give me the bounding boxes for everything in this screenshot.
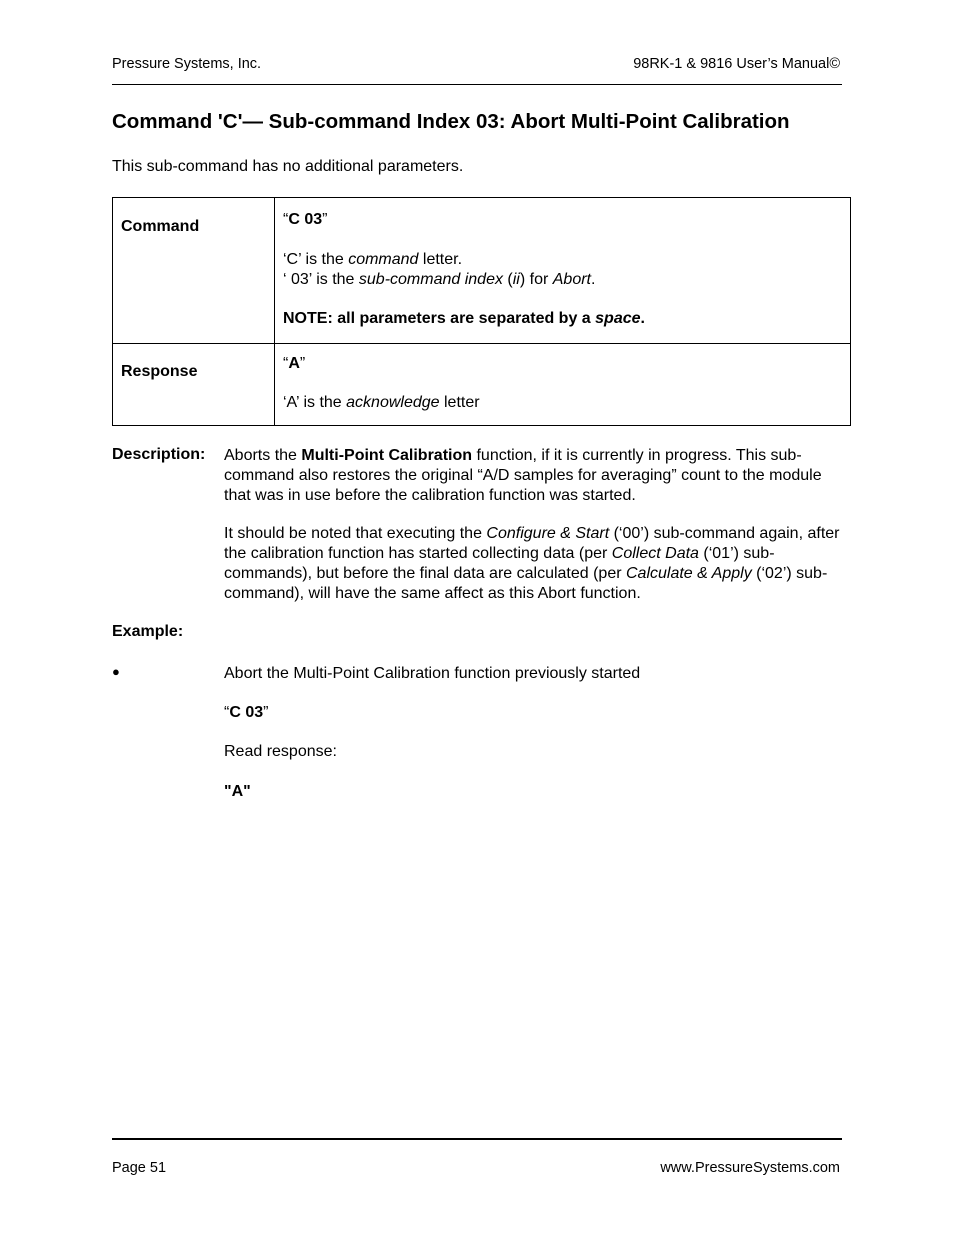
text: letter. (418, 251, 463, 268)
header-rule (112, 84, 842, 85)
text-italic: Calculate & Apply (626, 565, 752, 582)
text: ( (502, 271, 513, 288)
intro-text: This sub-command has no additional parameters. (112, 158, 464, 175)
text: ‘ 03’ is the (283, 271, 359, 288)
response-value-cell (275, 344, 851, 426)
text: . (591, 271, 596, 288)
text: ) for (519, 271, 553, 288)
text-italic: Collect Data (611, 545, 699, 562)
command-value-line (283, 210, 850, 230)
command-row (113, 198, 851, 344)
text: ‘A’ is the (283, 394, 347, 411)
page-title: Command 'C'— Sub-command Index 03: Abort Multi-Point Calibration (112, 110, 790, 133)
text: letter (439, 394, 480, 411)
example-command-value: C 03 (229, 704, 264, 721)
text-italic: command (348, 251, 419, 268)
header-company: Pressure Systems, Inc. (112, 56, 262, 72)
text-italic: Abort (552, 271, 591, 288)
footer-website: www.PressureSystems.com (660, 1160, 840, 1176)
text: It should be noted that executing the (224, 525, 487, 542)
text: (‘02’) sub-command), will have the same affect as this Abort function. (224, 565, 828, 602)
example-read-response: Read response: (224, 743, 337, 760)
response-value-line (283, 354, 850, 374)
command-label: Command (121, 218, 200, 235)
description-paragraph-1 (224, 446, 844, 506)
text: function, if it is currently in progress. This sub-command also restores the original “A/D samples for averaging” count to the module that was in use before the calibration function was started. (224, 447, 822, 504)
example-response: "A" (224, 783, 251, 800)
quote-close: ” (263, 704, 269, 721)
response-value: A (288, 355, 300, 372)
response-label: Response (121, 363, 198, 380)
subcommand-index-line (283, 270, 850, 290)
bullet-icon: ● (112, 664, 120, 679)
page-number: Page 51 (112, 1160, 167, 1176)
quote-close: ” (299, 355, 306, 372)
text-italic: ii (512, 271, 520, 288)
command-value: C 03 (288, 211, 323, 228)
quote-open: “ (224, 704, 230, 721)
description-label: Description: (112, 446, 206, 463)
command-letter-line (283, 250, 850, 270)
header-manual-title: 98RK-1 & 9816 User’s Manual© (633, 56, 840, 72)
example-label: Example: (112, 623, 184, 640)
command-table (112, 197, 851, 426)
text-italic: space (595, 310, 641, 327)
response-row (113, 344, 851, 426)
text: ‘C’ is the (283, 251, 349, 268)
command-value-cell (275, 198, 851, 344)
note-line (283, 309, 850, 329)
example-command (224, 703, 268, 723)
footer-rule (112, 1138, 842, 1140)
text: NOTE: all parameters are separated by a (283, 310, 596, 327)
text: . (640, 310, 645, 327)
acknowledge-line (283, 393, 850, 413)
text-italic: acknowledge (346, 394, 440, 411)
quote-open: “ (283, 355, 289, 372)
text: (‘00’) sub-command again, after the calibration function has started collecting data (per (224, 525, 840, 562)
quote-close: ” (322, 211, 328, 228)
response-label-cell (113, 344, 275, 426)
text: (‘01’) sub-commands), but before the final data are calculated (per (224, 545, 775, 582)
text: Aborts the (224, 447, 302, 464)
command-label-cell (113, 198, 275, 344)
text-italic: sub-command index (358, 271, 503, 288)
text-bold: Multi-Point Calibration (301, 447, 473, 464)
text-italic: Configure & Start (486, 525, 610, 542)
quote-open: “ (283, 211, 289, 228)
example-description: Abort the Multi-Point Calibration function previously started (224, 665, 641, 682)
description-paragraph-2 (224, 524, 844, 604)
